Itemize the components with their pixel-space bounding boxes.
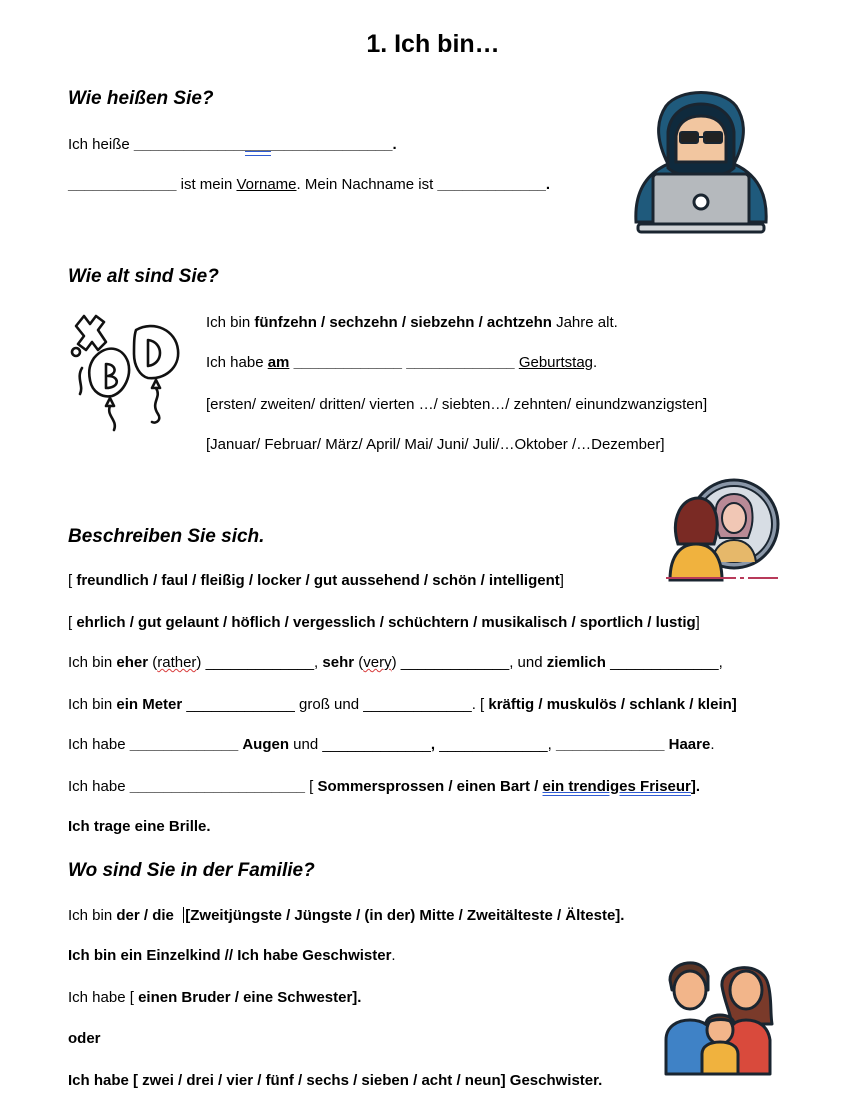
height-line: Ich bin ein Meter _____________ groß und _____________. [ kräftig / muskulös / schlank / klein] bbox=[68, 696, 737, 713]
blank[interactable]: _____________ bbox=[555, 736, 665, 753]
vorname-word: Vorname bbox=[236, 176, 297, 193]
name-line-1: Ich heiße _______________________________. bbox=[68, 136, 397, 153]
siblings-line: Ich bin ein Einzelkind // Ich habe Geschwister. bbox=[68, 947, 396, 964]
age-line: Ich bin fünfzehn / sechzehn / siebzehn / achtzehn Jahre alt. bbox=[206, 314, 618, 331]
age-options: fünfzehn / sechzehn / siebzehn / achtzehn bbox=[254, 314, 552, 331]
adjectives-2: [ ehrlich / gut gelaunt / höflich / vergesslich / schüchtern / musikalisch / sportlich / lustig] bbox=[68, 614, 700, 631]
heading-name: Wie heißen Sie? bbox=[68, 88, 214, 109]
name-blank[interactable]: _______________________________ bbox=[133, 136, 393, 153]
heading-describe: Beschreiben Sie sich. bbox=[68, 526, 265, 547]
spellcheck-mark bbox=[245, 151, 271, 156]
blank[interactable]: _____________ bbox=[439, 736, 548, 753]
hbd-balloons-icon bbox=[66, 306, 190, 436]
adjectives-1: [ freundlich / faul / fleißig / locker / gut aussehend / schön / intelligent] bbox=[68, 572, 564, 589]
ordinal-options: [ersten/ zweiten/ dritten/ vierten …/ siebten…/ zehnten/ einundzwanzigsten] bbox=[206, 396, 708, 413]
glasses-line: Ich trage eine Brille. bbox=[68, 818, 211, 835]
last-name-blank[interactable]: _____________ bbox=[437, 176, 546, 193]
blank[interactable]: _____________ bbox=[610, 654, 719, 671]
oder-line: oder bbox=[68, 1030, 101, 1047]
blank[interactable]: _____________________ bbox=[129, 778, 305, 795]
blank[interactable]: _____________ bbox=[363, 696, 472, 713]
mirror-reflection-icon bbox=[664, 468, 780, 582]
brother-sister-line: Ich habe [ einen Bruder / eine Schwester]. bbox=[68, 989, 362, 1006]
birthday-blanks[interactable]: _____________ _____________ bbox=[289, 354, 519, 371]
features-line: Ich habe _____________________ [ Sommersprossen / einen Bart / ein trendiges Friseur]. bbox=[68, 778, 701, 795]
blank[interactable]: _____________ bbox=[205, 654, 315, 671]
first-name-blank[interactable]: _____________ bbox=[68, 176, 177, 193]
hooded-laptop-person-icon bbox=[628, 84, 774, 236]
birthday-line: Ich habe am _____________ _____________ Geburtstag. bbox=[206, 354, 598, 371]
page-title: 1. Ich bin… bbox=[366, 30, 500, 58]
name-line-2: _____________ ist mein Vorname. Mein Nachname ist _____________. bbox=[68, 176, 551, 193]
heading-age: Wie alt sind Sie? bbox=[68, 266, 219, 287]
blank[interactable]: _____________ bbox=[129, 736, 239, 753]
count-siblings-line: Ich habe [ zwei / drei / vier / fünf / sechs / sieben / acht / neun] Geschwister. bbox=[68, 1072, 603, 1089]
eyes-hair-line: Ich habe _____________ Augen und _____________, _____________, _____________ Haare. bbox=[68, 736, 715, 753]
family-position-line: Ich bin der / die [Zweitjüngste / Jüngste / (in der) Mitte / Zweitälteste / Älteste]. bbox=[68, 907, 625, 924]
family-icon bbox=[660, 950, 788, 1078]
blank[interactable]: _____________ bbox=[400, 654, 510, 671]
blank[interactable]: _____________ bbox=[322, 736, 431, 753]
month-options: [Januar/ Februar/ März/ April/ Mai/ Juni/ Juli/…Oktober /…Dezember] bbox=[206, 436, 665, 453]
heading-family: Wo sind Sie in der Familie? bbox=[68, 860, 315, 881]
degree-line: Ich bin eher (rather) _____________, sehr (very) _____________, und ziemlich _____________, bbox=[68, 654, 723, 671]
blank[interactable]: _____________ bbox=[186, 696, 295, 713]
